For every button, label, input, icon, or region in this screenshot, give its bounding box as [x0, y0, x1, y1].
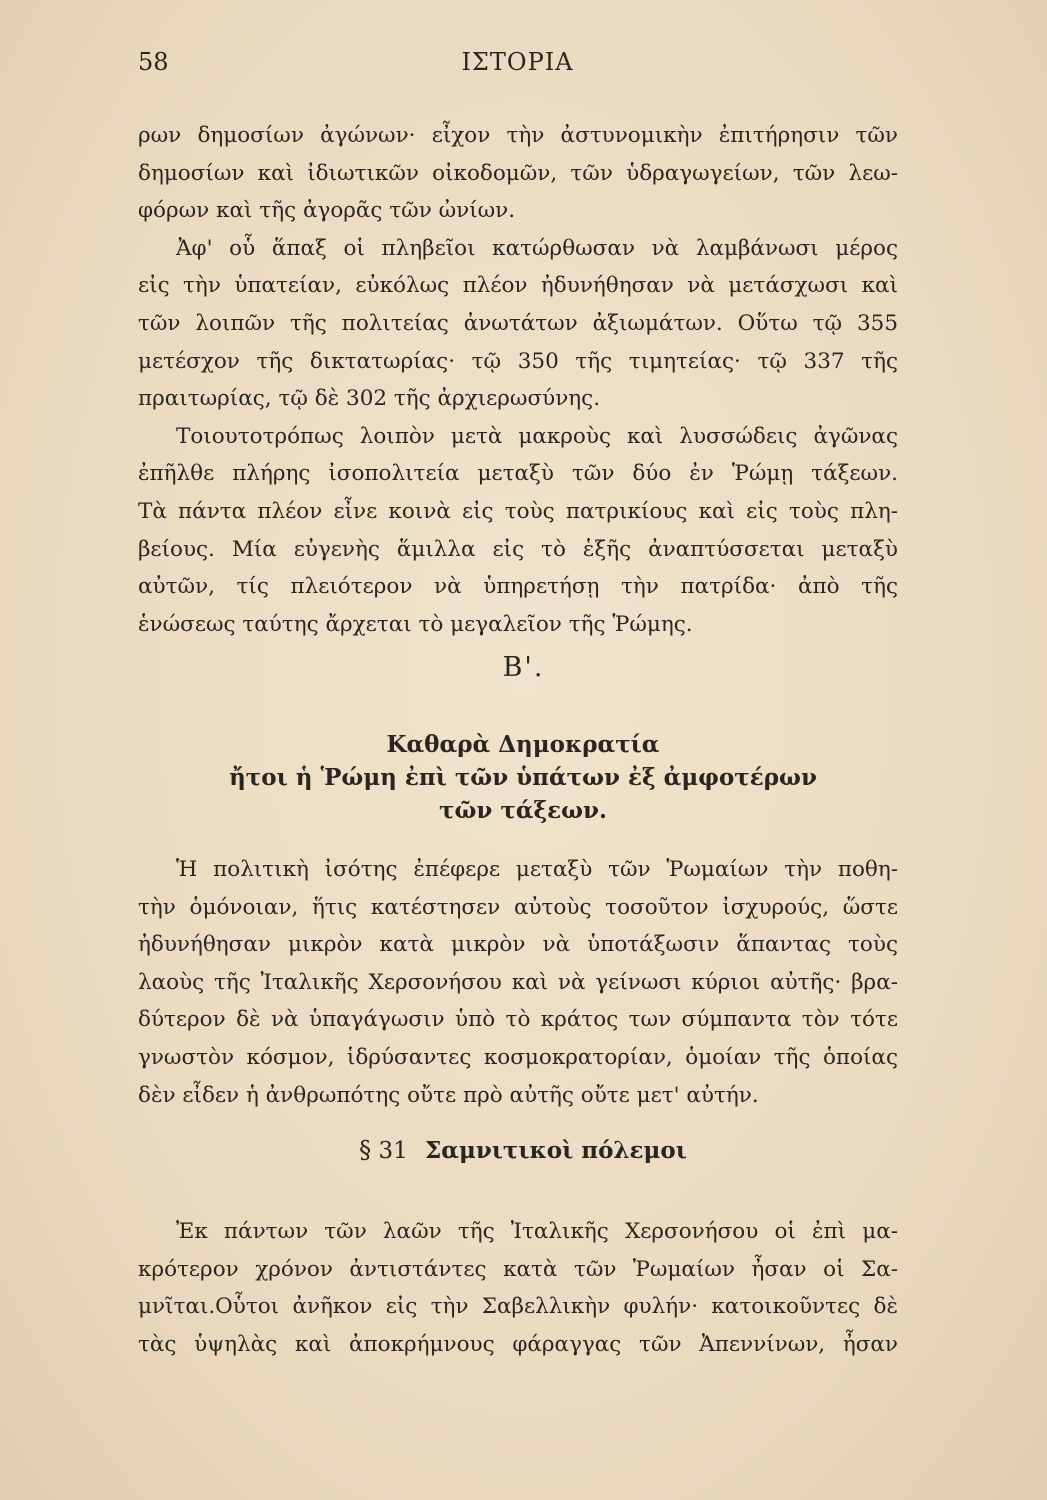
text-line: Τὰ πάντα πλέον εἶνε κοινὰ εἰς τοὺς πατρικίους καὶ εἰς τοὺς πλη-	[138, 498, 898, 524]
running-title: ΙΣΤΟΡΙΑ	[461, 48, 574, 76]
text-line: μνῖται.Οὗτοι ἀνῆκον εἰς τὴν Σαβελλικὴν φυλήν· κατοικοῦντες δὲ	[138, 1294, 898, 1320]
text-line: εἰς τὴν ὑπατείαν, εὐκόλως πλέον ἠδυνήθησαν νὰ μετάσχωσι καὶ	[138, 273, 898, 299]
text-line: γνωστὸν κόσμον, ἱδρύσαντες κοσμοκρατορίαν, ὁμοίαν τῆς ὁποίας	[138, 1044, 898, 1070]
page-header	[138, 42, 897, 82]
text-block-1	[138, 117, 898, 643]
text-line: Ἀφ' οὗ ἅπαξ οἱ πληβεῖοι κατώρθωσαν νὰ λαμβάνωσι μέρος	[176, 235, 898, 261]
paragraph-name: Σαμνιτικοὶ πόλεμοι	[425, 1137, 687, 1164]
text-line: δὲν εἶδεν ἡ ἀνθρωπότης οὔτε πρὸ αὐτῆς οὔτε μετ' αὐτήν.	[138, 1082, 759, 1108]
section-letter: Β'.	[502, 652, 545, 683]
text-line: λαοὺς τῆς Ἰταλικῆς Χερσονήσου καὶ νὰ γείνωσι κύριοι αὐτῆς· βρα-	[138, 969, 898, 995]
text-line: Ἐκ πάντων τῶν λαῶν τῆς Ἰταλικῆς Χερσονήσου οἱ ἐπὶ μα-	[176, 1219, 898, 1244]
text-line: δύτερον δὲ νὰ ὑπαγάγωσιν ὑπὸ τὸ κράτος των σύμπαντα τὸν τότε	[138, 1007, 898, 1033]
text-line: κρότερον χρόνον ἀντιστάντες κατὰ τῶν Ῥωμαίων ἦσαν οἱ Σα-	[138, 1256, 898, 1282]
text-line: ἠδυνήθησαν μικρὸν κατὰ μικρὸν νὰ ὑποτάξωσιν ἅπαντας τοὺς	[138, 932, 898, 958]
text-line: βείους. Μία εὐγενὴς ἅμιλλα εἰς τὸ ἑξῆς ἀναπτύσσεται μεταξὺ	[138, 536, 898, 562]
text-block-2	[138, 851, 898, 1114]
text-line: Τοιουτοτρόπως λοιπὸν μετὰ μακροὺς καὶ λυσσώδεις ἀγῶνας	[176, 423, 898, 449]
heading-line: Καθαρὰ Δημοκρατία	[386, 731, 660, 758]
heading-line: τῶν τάξεων.	[439, 797, 607, 824]
text-line: τὴν ὁμόνοιαν, ἥτις κατέστησεν αὐτοὺς τοσοῦτον ἰσχυρούς, ὥστε	[138, 894, 898, 920]
text-line: μετέσχον τῆς δικτατωρίας· τῷ 350 τῆς τιμητείας· τῷ 337 τῆς	[138, 348, 898, 374]
paragraph-title	[138, 1136, 908, 1164]
text-line: τῶν λοιπῶν τῆς πολιτείας ἀνωτάτων ἀξιωμάτων. Οὕτω τῷ 355	[138, 310, 898, 336]
text-line: δημοσίων καὶ ἰδιωτικῶν οἰκοδομῶν, τῶν ὑδραγωγείων, τῶν λεω-	[138, 160, 898, 186]
section-heading	[138, 728, 908, 827]
paragraph-number: 31	[378, 1138, 408, 1164]
text-line: τὰς ὑψηλὰς καὶ ἀποκρήμνους φάραγγας τῶν Ἀπεννίνων, ἦσαν	[138, 1331, 898, 1357]
text-line: Ἡ πολιτικὴ ἰσότης ἐπέφερε μεταξὺ τῶν Ῥωμαίων τὴν ποθη-	[176, 857, 898, 882]
text-line: αὐτῶν, τίς πλειότερον νὰ ὑπηρετήσῃ τὴν πατρίδα· ἀπὸ τῆς	[138, 574, 898, 600]
text-line: ρων δημοσίων ἀγώνων· εἶχον τὴν ἀστυνομικὴν ἐπιτήρησιν τῶν	[138, 123, 898, 148]
heading-line: ἤτοι ἡ Ῥώμη ἐπὶ τῶν ὑπάτων ἐξ ἀμφοτέρων	[229, 764, 817, 791]
text-line: ἐπῆλθε πλήρης ἰσοπολιτεία μεταξὺ τῶν δύο ἐν Ῥώμῃ τάξεων.	[138, 461, 898, 487]
text-line: ἑνώσεως ταύτης ἄρχεται τὸ μεγαλεῖον τῆς Ῥώμης.	[138, 611, 693, 637]
section-symbol: §	[359, 1136, 372, 1164]
text-line: πραιτωρίας, τῷ δὲ 302 τῆς ἀρχιερωσύνης.	[138, 386, 601, 412]
page-number: 58	[138, 48, 169, 76]
text-line: φόρων καὶ τῆς ἀγορᾶς τῶν ὠνίων.	[138, 198, 516, 224]
text-block-3	[138, 1213, 898, 1363]
